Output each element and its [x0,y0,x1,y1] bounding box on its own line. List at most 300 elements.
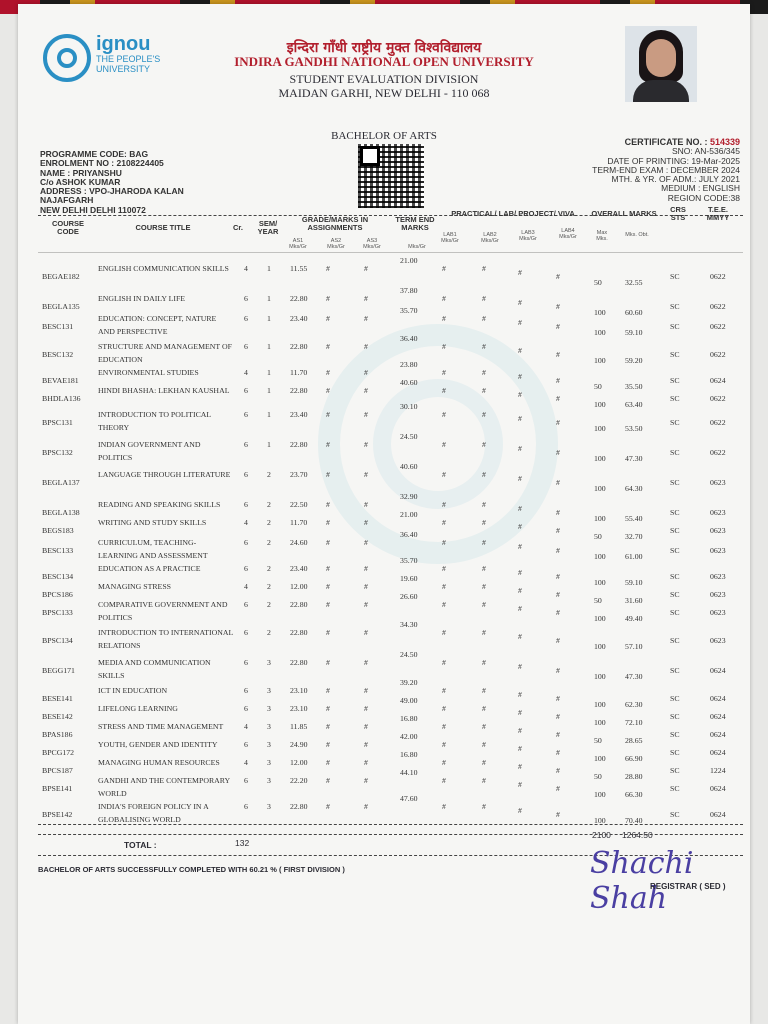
header-underline [38,252,743,253]
cell-sts: SC [670,322,680,331]
cell-blank-mark: # [482,776,486,785]
cell-te: 40.60 [400,462,418,471]
logo-tagline-2: UNIVERSITY [96,64,151,74]
cell-title: EDUCATION AS A PRACTICE [98,564,201,573]
cell-blank-mark: # [326,802,330,811]
cell-tee: 0624 [710,712,726,721]
cell-sts: SC [670,748,680,757]
cell-blank-mark: # [364,776,368,785]
qr-code [358,144,424,208]
cell-title: WRITING AND STUDY SKILLS [98,518,207,527]
cell-cr: 4 [244,758,248,767]
cell-sem: 2 [267,582,271,591]
total-obtained-marks: 1264.50 [622,830,653,840]
cell-obt: 60.60 [625,308,643,317]
cell-blank-mark: # [482,470,486,479]
cell-blank-mark: # [556,394,560,403]
cell-blank-mark: # [518,762,522,771]
cell-blank-mark: # [326,722,330,731]
cell-blank-mark: # [556,350,560,359]
cell-blank-mark: # [482,410,486,419]
cell-max: 100 [594,790,606,799]
cell-blank-mark: # [518,444,522,453]
cell-obt: 47.30 [625,672,643,681]
cell-sts: SC [670,376,680,385]
cell-cr: 6 [244,564,248,573]
cell-blank-mark: # [326,386,330,395]
cell-code: BPSC132 [42,448,73,457]
total-max-marks: 2100 [592,830,611,840]
cell-title: MEDIA AND COMMUNICATION SKILLS [98,658,211,680]
cell-tee: 0624 [710,810,726,819]
cell-sem: 3 [267,740,271,749]
cell-title: LIFELONG LEARNING [98,704,178,713]
cell-cr: 6 [244,686,248,695]
cell-blank-mark: # [364,686,368,695]
cell-max: 100 [594,514,606,523]
cell-obt: 28.65 [625,736,643,745]
cell-sts: SC [670,508,680,517]
cell-title: STRUCTURE AND MANAGEMENT OF EDUCATION [98,342,232,364]
cell-title: YOUTH, GENDER AND IDENTITY [98,740,218,749]
cell-max: 100 [594,552,606,561]
cell-code: BHDLA136 [42,394,81,403]
cell-obt: 57.10 [625,642,643,651]
medium: MEDIUM : ENGLISH [661,183,740,194]
cell-cr: 4 [244,582,248,591]
logo-tagline-1: THE PEOPLE'S [96,54,161,64]
cell-blank-mark: # [326,368,330,377]
cell-blank-mark: # [518,414,522,423]
sub-as1: AS1 Mks/Gr [289,238,307,250]
cell-as1: 22.20 [290,776,308,785]
cell-as1: 23.40 [290,410,308,419]
cell-blank-mark: # [556,526,560,535]
cell-cr: 6 [244,658,248,667]
cell-blank-mark: # [518,474,522,483]
cell-blank-mark: # [518,372,522,381]
cell-blank-mark: # [326,342,330,351]
cell-cr: 6 [244,628,248,637]
cell-sts: SC [670,608,680,617]
cell-cr: 4 [244,264,248,273]
cell-sem: 2 [267,518,271,527]
cell-obt: 47.30 [625,454,643,463]
cell-tee: 0624 [710,666,726,675]
cell-te: 16.80 [400,750,418,759]
cell-sts: SC [670,448,680,457]
cell-blank-mark: # [518,568,522,577]
cell-blank-mark: # [556,448,560,457]
cell-blank-mark: # [364,600,368,609]
cell-blank-mark: # [364,582,368,591]
cell-blank-mark: # [518,522,522,531]
cell-cr: 6 [244,410,248,419]
cell-sem: 1 [267,264,271,273]
cell-as1: 22.80 [290,600,308,609]
cell-te: 32.90 [400,492,418,501]
cell-as1: 22.80 [290,294,308,303]
cell-sts: SC [670,810,680,819]
cell-as1: 23.70 [290,470,308,479]
cell-tee: 1224 [710,766,726,775]
cell-max: 100 [594,672,606,681]
cell-obt: 72.10 [625,718,643,727]
cell-max: 100 [594,754,606,763]
cell-title: EDUCATION: CONCEPT, NATURE AND PERSPECTIVE [98,314,217,336]
cell-max: 100 [594,328,606,337]
cell-tee: 0623 [710,508,726,517]
cell-blank-mark: # [364,758,368,767]
cell-title: GANDHI AND THE CONTEMPORARY WORLD [98,776,230,798]
cell-tee: 0622 [710,350,726,359]
term-end-exam: TERM-END EXAM : DECEMBER 2024 [592,164,740,175]
cell-te: 24.50 [400,650,418,659]
cell-blank-mark: # [518,726,522,735]
cell-blank-mark: # [442,518,446,527]
cell-max: 50 [594,382,602,391]
cell-blank-mark: # [482,264,486,273]
cell-blank-mark: # [518,504,522,513]
col-course-title: COURSE TITLE [135,223,191,232]
division-name: STUDENT EVALUATION DIVISION [289,72,479,86]
cell-blank-mark: # [364,802,368,811]
cell-as1: 11.70 [290,518,308,527]
cell-blank-mark: # [556,272,560,281]
cell-sts: SC [670,478,680,487]
cell-blank-mark: # [556,636,560,645]
cell-code: BPSC131 [42,418,73,427]
sub-lab4: LAB4 Mks/Gr [559,228,577,240]
cell-blank-mark: # [326,564,330,573]
cell-blank-mark: # [482,314,486,323]
cell-te: 21.00 [400,256,418,265]
cell-obt: 64.30 [625,484,643,493]
cell-as1: 22.80 [290,658,308,667]
cell-as1: 22.80 [290,802,308,811]
cell-blank-mark: # [326,740,330,749]
programme-code: PROGRAMME CODE: BAG [40,149,149,159]
cell-code: BPSE142 [42,810,73,819]
cell-blank-mark: # [364,628,368,637]
cell-blank-mark: # [442,686,446,695]
cell-as1: 23.10 [290,686,308,695]
cell-tee: 0622 [710,302,726,311]
region-code: REGION CODE:38 [667,192,740,203]
cell-tee: 0623 [710,526,726,535]
cell-title: ENVIRONMENTAL STUDIES [98,368,199,377]
cell-sem: 1 [267,410,271,419]
cell-blank-mark: # [364,368,368,377]
cell-sem: 1 [267,294,271,303]
cell-blank-mark: # [556,766,560,775]
logo-name: ignou [96,33,151,55]
cell-as1: 22.50 [290,500,308,509]
cell-max: 50 [594,772,602,781]
cell-tee: 0623 [710,636,726,645]
cell-sem: 1 [267,440,271,449]
cell-title: READING AND SPEAKING SKILLS [98,500,221,509]
cell-te: 21.00 [400,510,418,519]
table-row [18,432,750,468]
cell-blank-mark: # [482,686,486,695]
cell-tee: 0624 [710,694,726,703]
cell-sem: 3 [267,758,271,767]
cell-max: 50 [594,278,602,287]
cell-max: 100 [594,454,606,463]
total-rule-middle [38,834,743,835]
cell-te: 35.70 [400,306,418,315]
col-crs-sts: CRS STS [670,205,686,222]
sub-lab1: LAB1 Mks/Gr [441,232,459,244]
cell-blank-mark: # [326,264,330,273]
cell-tee: 0622 [710,448,726,457]
cell-cr: 6 [244,314,248,323]
cell-blank-mark: # [518,744,522,753]
cell-blank-mark: # [482,294,486,303]
cell-cr: 6 [244,538,248,547]
cell-cr: 4 [244,518,248,527]
sub-obt: Mks. Obt. [625,232,649,238]
cell-cr: 6 [244,802,248,811]
cell-blank-mark: # [326,758,330,767]
cell-title: STRESS AND TIME MANAGEMENT [98,722,224,731]
cell-sem: 2 [267,628,271,637]
cell-te: 24.50 [400,432,418,441]
cell-sts: SC [670,766,680,775]
cell-as1: 23.40 [290,314,308,323]
cell-obt: 66.90 [625,754,643,763]
cell-blank-mark: # [364,440,368,449]
cell-sem: 2 [267,538,271,547]
student-name: NAME : PRIYANSHU [40,167,122,178]
cell-te: 23.80 [400,360,418,369]
cell-blank-mark: # [518,690,522,699]
cell-title: MANAGING HUMAN RESOURCES [98,758,220,767]
cell-blank-mark: # [556,784,560,793]
cell-obt: 63.40 [625,400,643,409]
cell-code: BEVAE181 [42,376,79,385]
cell-blank-mark: # [364,740,368,749]
programme-title: BACHELOR OF ARTS [331,130,437,142]
cell-sts: SC [670,350,680,359]
cell-blank-mark: # [556,712,560,721]
cell-max: 100 [594,642,606,651]
cell-as1: 24.90 [290,740,308,749]
cell-title: HINDI BHASHA: LEKHAN KAUSHAL [98,386,230,395]
cell-as1: 22.80 [290,386,308,395]
cell-blank-mark: # [518,346,522,355]
cell-sts: SC [670,272,680,281]
cell-blank-mark: # [482,582,486,591]
cell-sem: 3 [267,776,271,785]
cell-blank-mark: # [326,294,330,303]
cell-as1: 22.80 [290,628,308,637]
cell-sts: SC [670,546,680,555]
registrar-label: REGISTRAR ( SED ) [650,882,726,891]
cell-max: 100 [594,356,606,365]
cell-cr: 6 [244,470,248,479]
cell-max: 100 [594,700,606,709]
cell-blank-mark: # [482,500,486,509]
cell-max: 100 [594,614,606,623]
col-term-end: TERM END MARKS [395,215,435,232]
cell-blank-mark: # [442,440,446,449]
cell-blank-mark: # [518,390,522,399]
cell-blank-mark: # [482,564,486,573]
address-line-3: NEW DELHI DELHI 110072 [40,204,146,215]
cell-blank-mark: # [556,694,560,703]
cell-sem: 3 [267,722,271,731]
cell-code: BESC133 [42,546,74,555]
cell-blank-mark: # [442,658,446,667]
cell-title: COMPARATIVE GOVERNMENT AND POLITICS [98,600,228,622]
cell-cr: 4 [244,722,248,731]
sub-lab2: LAB2 Mks/Gr [481,232,499,244]
cell-te: 30.10 [400,402,418,411]
cell-obt: 32.70 [625,532,643,541]
cell-tee: 0622 [710,418,726,427]
address-line-1: ADDRESS : VPO-JHARODA KALAN [40,186,184,197]
cell-tee: 0623 [710,608,726,617]
university-name-hindi: इन्दिरा गाँधी राष्ट्रीय मुक्त विश्वविद्यालय [286,40,482,56]
cell-blank-mark: # [482,658,486,667]
cell-blank-mark: # [518,268,522,277]
cell-blank-mark: # [326,600,330,609]
cell-blank-mark: # [364,704,368,713]
cell-cr: 6 [244,342,248,351]
cell-tee: 0623 [710,572,726,581]
cell-as1: 23.40 [290,564,308,573]
col-overall: OVERALL MARKS [591,209,657,218]
student-photo [625,26,697,102]
cell-code: BESC131 [42,322,74,331]
cell-sem: 3 [267,802,271,811]
cell-blank-mark: # [442,410,446,419]
cell-code: BPCS187 [42,766,73,775]
cell-sem: 2 [267,600,271,609]
cell-sem: 1 [267,314,271,323]
cell-sts: SC [670,784,680,793]
cell-te: 35.70 [400,556,418,565]
registrar-signature: Shachi Shah [590,846,694,916]
care-of: C/o ASHOK KUMAR [40,176,121,187]
cell-blank-mark: # [442,538,446,547]
cell-blank-mark: # [482,722,486,731]
cell-cr: 6 [244,740,248,749]
sub-as2: AS2 Mks/Gr [327,238,345,250]
cell-sem: 1 [267,342,271,351]
cell-tee: 0624 [710,376,726,385]
cell-max: 100 [594,424,606,433]
cell-blank-mark: # [364,500,368,509]
cell-obt: 70.40 [625,816,643,825]
cell-as1: 11.70 [290,368,308,377]
cell-blank-mark: # [442,758,446,767]
cell-tee: 0624 [710,730,726,739]
cell-blank-mark: # [364,264,368,273]
cell-sem: 3 [267,658,271,667]
cell-title: ENGLISH COMMUNICATION SKILLS [98,264,229,273]
cell-blank-mark: # [326,658,330,667]
cell-blank-mark: # [442,776,446,785]
sub-max: Max Mks. [596,230,608,242]
cell-sem: 1 [267,368,271,377]
cell-sts: SC [670,394,680,403]
cell-obt: 55.40 [625,514,643,523]
admission-month: MTH. & YR. OF ADM.: JULY 2021 [611,174,740,185]
serial-no: SNO: AN-536/345 [671,146,740,157]
cell-blank-mark: # [326,470,330,479]
cell-blank-mark: # [442,740,446,749]
cell-cr: 6 [244,704,248,713]
cell-blank-mark: # [364,470,368,479]
cell-cr: 6 [244,500,248,509]
col-sem: SEM/ YEAR [257,219,279,236]
cell-blank-mark: # [482,704,486,713]
cell-sts: SC [670,302,680,311]
cell-blank-mark: # [556,376,560,385]
cell-blank-mark: # [482,802,486,811]
cell-blank-mark: # [326,500,330,509]
cell-blank-mark: # [326,628,330,637]
cell-blank-mark: # [326,314,330,323]
cell-sem: 2 [267,470,271,479]
cell-blank-mark: # [556,730,560,739]
cell-blank-mark: # [482,538,486,547]
cell-blank-mark: # [364,294,368,303]
cell-cr: 6 [244,776,248,785]
cell-code: BPSE141 [42,784,73,793]
cell-blank-mark: # [364,658,368,667]
cell-obt: 66.30 [625,790,643,799]
cell-tee: 0622 [710,322,726,331]
cell-obt: 31.60 [625,596,643,605]
cell-tee: 0623 [710,590,726,599]
cell-blank-mark: # [556,322,560,331]
cell-blank-mark: # [364,386,368,395]
cell-as1: 24.60 [290,538,308,547]
cell-tee: 0624 [710,784,726,793]
cell-blank-mark: # [326,410,330,419]
table-row [18,650,750,686]
cell-code: BEGLA138 [42,508,80,517]
total-rule-top [38,824,743,825]
cell-obt: 61.00 [625,552,643,561]
cell-blank-mark: # [364,564,368,573]
grade-card [18,4,750,1024]
cell-obt: 59.10 [625,578,643,587]
cell-tee: 0623 [710,546,726,555]
sub-te: Mks/Gr [408,244,426,250]
cell-blank-mark: # [482,628,486,637]
cell-title: INTRODUCTION TO POLITICAL THEORY [98,410,211,432]
cell-tee: 0622 [710,394,726,403]
cell-max: 100 [594,308,606,317]
cell-tee: 0624 [710,748,726,757]
cell-title: ENGLISH IN DAILY LIFE [98,294,186,303]
cell-cr: 6 [244,386,248,395]
cell-blank-mark: # [442,314,446,323]
cell-as1: 12.00 [290,582,308,591]
cell-te: 36.40 [400,530,418,539]
cell-obt: 28.80 [625,772,643,781]
cell-te: 36.40 [400,334,418,343]
cell-blank-mark: # [442,564,446,573]
cell-blank-mark: # [326,518,330,527]
cell-sem: 3 [267,686,271,695]
cell-obt: 59.10 [625,328,643,337]
